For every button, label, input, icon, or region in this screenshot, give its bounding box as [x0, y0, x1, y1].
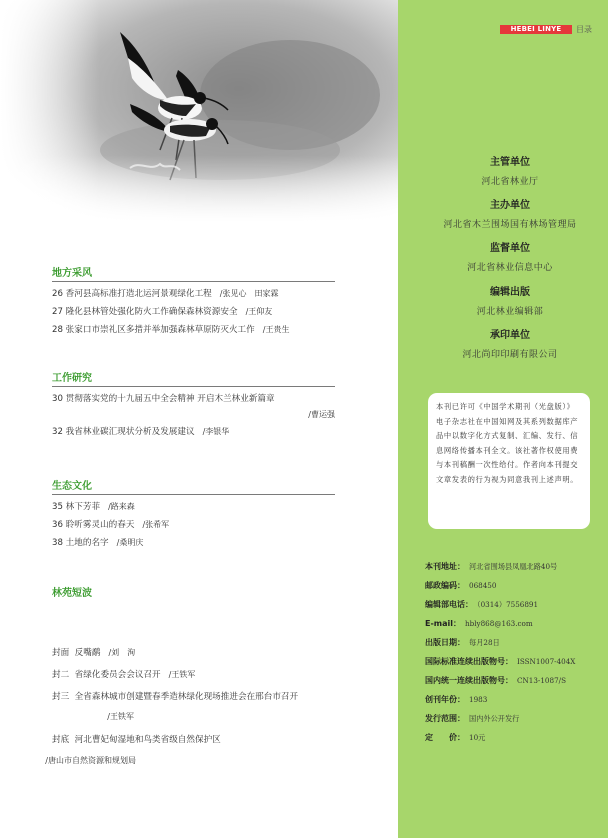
article-author: /桑明庆 — [116, 538, 144, 547]
info-founded: 创刊年份： 1983 — [425, 695, 488, 704]
toc-entry[interactable] — [52, 393, 335, 405]
section-shengtai-wenhua — [52, 477, 335, 549]
cover-title: 河北曹妃甸湿地和鸟类省级自然保护区 — [74, 735, 221, 745]
page-number: 32 — [52, 427, 63, 437]
org-name: 河北省林业信息中心 — [467, 263, 553, 273]
org-name: 河北林业编辑部 — [476, 307, 544, 317]
toc-entry[interactable] — [52, 306, 335, 318]
article-title: 贯彻落实党的十九届五中全会精神 开启木兰林业新篇章 — [65, 394, 275, 404]
cover-entry-front[interactable] — [52, 646, 352, 658]
info-address: 本刊地址： 河北省围场县凤凰北路40号 — [425, 562, 558, 571]
cover-photo-avocets — [0, 0, 398, 222]
section-linyuan-duanbo — [52, 584, 335, 601]
page-number: 28 — [52, 325, 63, 335]
section-title: 林苑短波 — [52, 588, 92, 599]
article-title: 张家口市崇礼区多措并举加强森林草原防灭火工作 — [65, 325, 255, 335]
notice-text: 本刊已许可《中国学术期刊（光盘版）》电子杂志社在中国知网及其系列数据库产品中以数字化方式复制、汇编、发行、信息网络传播本刊全文。该社著作权使用费与本刊稿酬一次性给付。作者向本刊提交文章发表的行为视为同意我刊上述声明。 — [436, 402, 579, 484]
section-difang-caifeng — [52, 264, 335, 336]
cover-author: /王铁军 — [168, 670, 196, 679]
page-number: 38 — [52, 538, 63, 548]
org-monitor — [420, 239, 600, 273]
cover-label: 封三 — [52, 692, 70, 702]
org-sponsor — [420, 196, 600, 230]
org-printer — [420, 326, 600, 360]
article-title: 林下芳菲 — [65, 502, 101, 512]
toc-entry[interactable] — [52, 537, 335, 549]
cover-author: /唐山市自然资源和规划局 — [45, 756, 136, 765]
article-title: 隆化县林管处强化防火工作确保森林资源安全 — [65, 307, 238, 317]
page-number: 27 — [52, 307, 63, 317]
page-number: 30 — [52, 394, 63, 404]
journal-tag: HEBEI LINYE — [500, 25, 572, 34]
copyright-notice — [428, 393, 590, 529]
cover-entry-back[interactable] — [52, 733, 352, 745]
org-role: 监督单位 — [490, 243, 530, 254]
toc-entry[interactable] — [52, 519, 335, 531]
section-title: 工作研究 — [52, 369, 335, 387]
org-name: 河北省木兰围场国有林场管理局 — [443, 220, 577, 230]
toc-label: 目录 — [576, 25, 592, 34]
cover-title: 全省森林城市创建暨春季造林绿化现场推进会在邢台市召开 — [74, 692, 299, 702]
page-number: 36 — [52, 520, 63, 530]
info-postcode: 邮政编码： 068450 — [425, 581, 497, 590]
org-role: 承印单位 — [490, 330, 530, 341]
cover-label: 封底 — [52, 735, 70, 745]
cover-title: 反嘴鹬 — [74, 648, 101, 658]
info-price: 定 价： 10元 — [425, 733, 486, 742]
cover-entry-inside-back[interactable] — [52, 690, 352, 702]
cover-label: 封二 — [52, 670, 70, 680]
page-number: 35 — [52, 502, 63, 512]
org-role: 编辑出版 — [490, 287, 530, 298]
article-title: 聆听雾灵山的春天 — [65, 520, 135, 530]
org-role: 主办单位 — [490, 200, 530, 211]
info-publish-date: 出版日期： 每月28日 — [425, 638, 500, 647]
org-name: 河北省林业厅 — [481, 177, 539, 187]
org-supervisor — [420, 153, 600, 187]
article-author: /王贵生 — [262, 325, 290, 334]
article-author: /张希军 — [142, 520, 170, 529]
org-publisher — [420, 283, 600, 317]
toc-entry[interactable] — [52, 288, 335, 300]
cover-label: 封面 — [52, 648, 70, 658]
cover-title: 省绿化委员会会议召开 — [74, 670, 161, 680]
org-name: 河北尚印印刷有限公司 — [462, 350, 558, 360]
cover-entry-inside-front[interactable] — [52, 668, 352, 680]
article-title: 香河县高标准打造北运河景观绿化工程 — [65, 289, 212, 299]
toc-entry[interactable] — [52, 426, 335, 438]
info-email[interactable]: E-mail： hbly868@163.com — [425, 619, 533, 628]
article-author: /李银华 — [202, 427, 230, 436]
toc-entry[interactable] — [52, 501, 335, 513]
toc-entry[interactable] — [52, 324, 335, 336]
cover-author: /刘 洵 — [108, 648, 136, 657]
section-title: 地方采风 — [52, 264, 335, 282]
article-author: /曹运强 — [308, 410, 335, 419]
article-author: /张见心 田家霖 — [219, 289, 279, 298]
article-title: 土地的名字 — [65, 538, 109, 548]
section-gongzuo-yanjiu — [52, 369, 335, 438]
page-number: 26 — [52, 289, 63, 299]
article-author: /路来森 — [108, 502, 135, 511]
article-author: /王仰友 — [245, 307, 273, 316]
section-title: 生态文化 — [52, 477, 335, 495]
article-title: 我省林业碳汇现状分析及发展建议 — [65, 427, 195, 437]
info-phone: 编辑部电话： （0314）7556891 — [425, 600, 539, 609]
info-cn: 国内统一连续出版物号： CN13-1087/S — [425, 676, 566, 685]
org-role: 主管单位 — [490, 157, 530, 168]
info-distribution: 发行范围： 国内外公开发行 — [425, 714, 520, 723]
cover-author: /王铁军 — [107, 712, 134, 721]
info-issn: 国际标准连续出版物号： ISSN1007-404X — [425, 657, 576, 666]
